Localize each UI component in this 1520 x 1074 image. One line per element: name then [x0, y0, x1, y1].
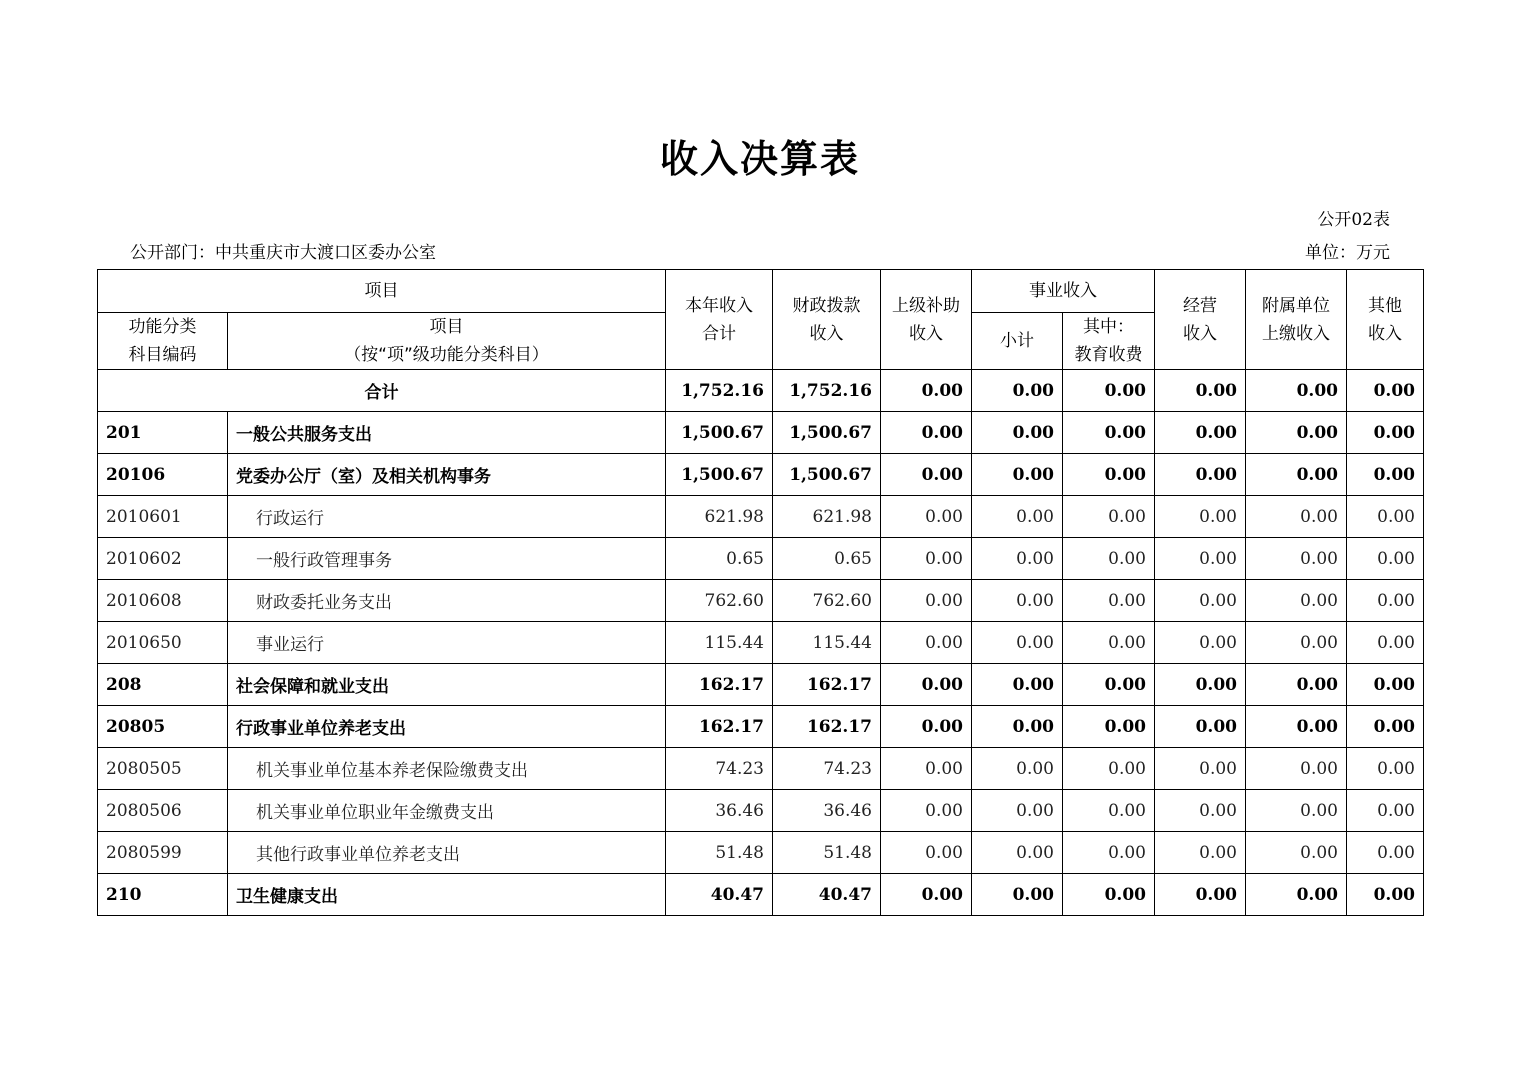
cell-value: 0.00	[881, 790, 972, 832]
header-subtotal: 小计	[972, 313, 1063, 370]
cell-value: 0.00	[1246, 874, 1347, 916]
cell-value: 0.00	[1063, 622, 1155, 664]
cell-name: 一般公共服务支出	[228, 412, 666, 454]
form-number: 公开02表	[1317, 210, 1390, 230]
cell-value: 0.00	[1155, 664, 1246, 706]
cell-value: 1,500.67	[773, 454, 881, 496]
cell-value: 0.00	[1063, 832, 1155, 874]
cell-value: 0.00	[972, 496, 1063, 538]
header-operating: 经营 收入	[1155, 270, 1246, 370]
cell-value: 0.00	[881, 706, 972, 748]
cell-value: 0.00	[1246, 370, 1347, 412]
cell-value: 115.44	[666, 622, 773, 664]
cell-code: 210	[98, 874, 228, 916]
cell-name: 行政运行	[228, 496, 666, 538]
cell-code: 208	[98, 664, 228, 706]
cell-value: 0.00	[1347, 664, 1424, 706]
cell-value: 0.00	[1347, 496, 1424, 538]
cell-value: 0.00	[1155, 580, 1246, 622]
cell-value: 0.00	[972, 622, 1063, 664]
cell-value: 0.00	[972, 832, 1063, 874]
cell-value: 1,500.67	[666, 454, 773, 496]
cell-value: 0.00	[1155, 748, 1246, 790]
cell-value: 0.00	[1246, 454, 1347, 496]
header-fiscal: 财政拨款 收入	[773, 270, 881, 370]
cell-code: 2010601	[98, 496, 228, 538]
cell-value: 0.00	[1155, 538, 1246, 580]
cell-value: 0.00	[1246, 664, 1347, 706]
table-row	[98, 706, 1424, 748]
cell-code: 20106	[98, 454, 228, 496]
cell-value: 1,752.16	[773, 370, 881, 412]
cell-value: 0.00	[1246, 790, 1347, 832]
cell-value: 40.47	[666, 874, 773, 916]
cell-value: 115.44	[773, 622, 881, 664]
cell-value: 36.46	[773, 790, 881, 832]
cell-value: 0.00	[972, 370, 1063, 412]
cell-value: 0.00	[1063, 538, 1155, 580]
cell-value: 0.00	[881, 580, 972, 622]
header-superior: 上级补助 收入	[881, 270, 972, 370]
header-edu-fee: 其中： 教育收费	[1063, 313, 1155, 370]
cell-value: 0.00	[1063, 748, 1155, 790]
table-row	[98, 664, 1424, 706]
cell-value: 0.00	[972, 748, 1063, 790]
cell-name: 机关事业单位基本养老保险缴费支出	[228, 748, 666, 790]
table-row	[98, 412, 1424, 454]
cell-value: 0.00	[881, 538, 972, 580]
table-row	[98, 496, 1424, 538]
cell-value: 0.00	[881, 370, 972, 412]
cell-value: 0.00	[1246, 706, 1347, 748]
header-total: 本年收入 合计	[666, 270, 773, 370]
cell-value: 0.00	[972, 580, 1063, 622]
cell-code: 2010650	[98, 622, 228, 664]
cell-value: 36.46	[666, 790, 773, 832]
cell-name: 行政事业单位养老支出	[228, 706, 666, 748]
cell-name: 财政委托业务支出	[228, 580, 666, 622]
cell-value: 0.00	[1246, 412, 1347, 454]
cell-value: 1,752.16	[666, 370, 773, 412]
cell-value: 0.00	[881, 454, 972, 496]
cell-value: 0.00	[881, 748, 972, 790]
header-other: 其他 收入	[1347, 270, 1424, 370]
cell-code: 2080506	[98, 790, 228, 832]
cell-value: 0.00	[1347, 706, 1424, 748]
cell-value: 0.00	[881, 832, 972, 874]
header-code: 功能分类 科目编码	[98, 313, 228, 370]
cell-value: 0.00	[881, 874, 972, 916]
cell-value: 0.00	[972, 874, 1063, 916]
cell-value: 0.00	[972, 454, 1063, 496]
cell-value: 0.00	[1155, 790, 1246, 832]
cell-value: 0.00	[1063, 496, 1155, 538]
table-row	[98, 790, 1424, 832]
cell-value: 0.00	[881, 622, 972, 664]
department-label: 公开部门：中共重庆市大渡口区委办公室	[130, 243, 436, 263]
cell-value: 0.00	[1063, 790, 1155, 832]
table-row	[98, 832, 1424, 874]
cell-value: 0.00	[972, 664, 1063, 706]
cell-code: 2080505	[98, 748, 228, 790]
table-row	[98, 622, 1424, 664]
cell-value: 0.00	[1347, 454, 1424, 496]
cell-value: 0.00	[1246, 538, 1347, 580]
cell-value: 0.00	[1063, 454, 1155, 496]
cell-name: 一般行政管理事务	[228, 538, 666, 580]
cell-value: 0.00	[881, 496, 972, 538]
header-affiliated: 附属单位 上缴收入	[1246, 270, 1347, 370]
cell-value: 0.00	[1155, 706, 1246, 748]
cell-value: 51.48	[773, 832, 881, 874]
cell-name: 卫生健康支出	[228, 874, 666, 916]
cell-value: 0.00	[1155, 412, 1246, 454]
cell-value: 0.00	[1246, 496, 1347, 538]
cell-value: 0.00	[1347, 580, 1424, 622]
cell-value: 0.00	[881, 664, 972, 706]
cell-value: 0.00	[1246, 748, 1347, 790]
cell-code: 2010602	[98, 538, 228, 580]
page-title: 收入决算表	[659, 137, 860, 181]
cell-value: 762.60	[773, 580, 881, 622]
cell-value: 162.17	[666, 664, 773, 706]
cell-value: 0.00	[1347, 790, 1424, 832]
cell-value: 621.98	[666, 496, 773, 538]
cell-value: 162.17	[666, 706, 773, 748]
cell-value: 0.00	[972, 412, 1063, 454]
cell-code: 201	[98, 412, 228, 454]
cell-value: 0.00	[1063, 706, 1155, 748]
cell-value: 0.00	[1063, 580, 1155, 622]
cell-name: 事业运行	[228, 622, 666, 664]
cell-code: 2010608	[98, 580, 228, 622]
cell-value: 0.00	[1347, 370, 1424, 412]
cell-value: 162.17	[773, 706, 881, 748]
cell-value: 0.00	[1246, 580, 1347, 622]
cell-value: 40.47	[773, 874, 881, 916]
cell-value: 0.00	[1347, 538, 1424, 580]
cell-value: 1,500.67	[666, 412, 773, 454]
cell-value: 0.00	[1063, 412, 1155, 454]
cell-value: 0.00	[1155, 496, 1246, 538]
cell-value: 74.23	[773, 748, 881, 790]
cell-value: 762.60	[666, 580, 773, 622]
cell-value: 0.00	[1246, 622, 1347, 664]
cell-code: 2080599	[98, 832, 228, 874]
cell-name: 其他行政事业单位养老支出	[228, 832, 666, 874]
cell-value: 0.00	[1155, 874, 1246, 916]
unit-label: 单位：万元	[1305, 243, 1390, 263]
cell-value: 51.48	[666, 832, 773, 874]
cell-value: 74.23	[666, 748, 773, 790]
cell-value: 0.00	[972, 790, 1063, 832]
cell-value: 0.00	[1063, 370, 1155, 412]
cell-value: 0.00	[1155, 622, 1246, 664]
cell-code: 20805	[98, 706, 228, 748]
cell-value: 0.00	[972, 706, 1063, 748]
cell-value: 0.00	[1246, 832, 1347, 874]
cell-value: 0.00	[1347, 874, 1424, 916]
total-row	[98, 370, 1424, 412]
cell-value: 0.00	[1155, 454, 1246, 496]
cell-value: 0.00	[1347, 748, 1424, 790]
header-business: 事业收入	[972, 270, 1155, 313]
cell-value: 0.00	[1063, 664, 1155, 706]
cell-name: 党委办公厅（室）及相关机构事务	[228, 454, 666, 496]
cell-value: 0.00	[1155, 370, 1246, 412]
header-item: 项目 （按“项”级功能分类科目）	[228, 313, 666, 370]
header-project: 项目	[98, 270, 666, 313]
cell-name: 机关事业单位职业年金缴费支出	[228, 790, 666, 832]
table-row	[98, 580, 1424, 622]
cell-value: 0.00	[881, 412, 972, 454]
income-table	[97, 269, 1424, 916]
table-row	[98, 538, 1424, 580]
cell-value: 0.00	[972, 538, 1063, 580]
table-row	[98, 874, 1424, 916]
cell-value: 0.00	[1347, 622, 1424, 664]
cell-name: 社会保障和就业支出	[228, 664, 666, 706]
total-label: 合计	[98, 370, 666, 412]
cell-value: 0.65	[666, 538, 773, 580]
cell-value: 0.00	[1063, 874, 1155, 916]
cell-value: 162.17	[773, 664, 881, 706]
cell-value: 0.65	[773, 538, 881, 580]
table-row	[98, 748, 1424, 790]
cell-value: 0.00	[1155, 832, 1246, 874]
cell-value: 1,500.67	[773, 412, 881, 454]
cell-value: 621.98	[773, 496, 881, 538]
cell-value: 0.00	[1347, 412, 1424, 454]
cell-value: 0.00	[1347, 832, 1424, 874]
table-row	[98, 454, 1424, 496]
